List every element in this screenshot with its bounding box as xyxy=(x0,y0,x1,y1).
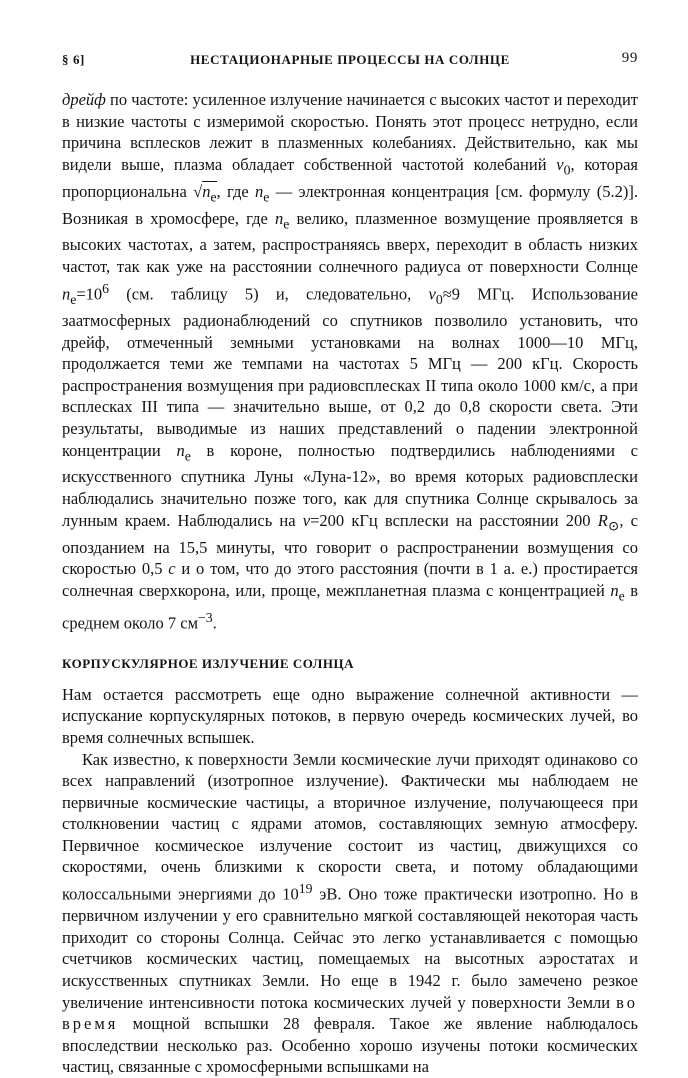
paragraph-cosmic-rays: Как известно, к поверхности Земли космические лучи приходят одинаково со всех направлений (изотропное излучение). Фактически мы наблюдаем не первичные космические частицы, а вторичное излучение, получающееся при столкновении частиц с ядрами атомов, составляющих земную атмосферу. Первичное космическое излучение состоит из частиц, движущихся со скоростями, очень близкими к скорости света, и потому обладающими колоссальными энергиями до $10^{19}$ эВ. Оно тоже практически изотропно. Но в первичном излучении у его сравнительно мягкой составляющей некоторая часть приходит со стороны Солнца. Сейчас это легко устанавливается с помощью счетчиков космических частиц, помещаемых на высотных аэростатах и искусственных спутниках Земли. Но еще в 1942 г. было замечено резкое увеличение интенсивности потока космических лучей у поверхности Земли во время мощной вспышки 28 февраля. Такое же явление наблюдалось впоследствии несколько раз. Особенно хорошо изучены потоки космических частиц, связанные с хромосферными вспышками на xyxy=(62,749,638,1077)
paragraph-corpuscular-intro: Нам остается рассмотреть еще одно выражение солнечной активности — испускание корпускулярных потоков, в первую очередь космических лучей, во время солнечных вспышек. xyxy=(62,684,638,747)
page-number: 99 xyxy=(621,50,638,66)
body-text xyxy=(62,89,638,1078)
sqrt-sign: √ xyxy=(193,181,203,201)
section-heading: КОРПУСКУЛЯРНОЕ ИЗЛУЧЕНИЕ СОЛНЦА xyxy=(62,655,354,671)
spaced-emphasis: во время xyxy=(62,992,638,1034)
running-header xyxy=(62,50,638,72)
section-marker: § 6] xyxy=(62,52,85,67)
running-title: НЕСТАЦИОНАРНЫЕ ПРОЦЕССЫ НА СОЛНЦЕ xyxy=(190,52,510,67)
paragraph-drift: дрейф по частоте: усиленное излучение начинается с высоких частот и переходит в низкие частоты с измеримой скоростью. Понять этот процесс нетрудно, если причина всплесков лежит в плазменных колебаниях. Действительно, как мы видели выше, плазма обладает собственной частотой колебаний $\nu_0$, которая пропорциональна $√n_e$, где $n_e$ — электронная концентрация [см. формулу (5.2)]. Возникая в хромосфере, где $n_e$ велико, плазменное возмущение проявляется в высоких частотах, а затем, распространяясь вверх, переходит в область низких частот, так как уже на расстоянии солнечного радиуса от поверхности Солнце $n_e=10^6$ (см. таблицу 5) и, следовательно, $\nu_0\approx 9$ МГц. Использование заатмосферных радионаблюдений со спутников позволило установить, что дрейф, отмеченный земными установками на волнах 1000—10 МГц, продолжается теми же темпами на частотах 5 МГц — 200 кГц. Скорость распространения возмущения при радиовсплесках II типа около 1000 км/с, а при всплесках III типа — значительно выше, от 0,2 до 0,8 скорости света. Эти результаты, выводимые из наших представлений о падении электронной концентрации $n_e$ в короне, полностью подтвердились наблюдениями с искусственного спутника Луны «Луна-12», во время которых радиовсплески наблюдались значительно позже того, как для спутника Солнце скрывалось за лунным краем. Наблюдались на ν=200 кГц всплески на расстоянии 200 $R_⊙$, с опозданием на 15,5 минуты, что говорит о распространении возмущения со скоростью 0,5 c и о том, что до этого расстояния (почти в 1 а. е.) простирается солнечная сверхкорона, или, проще, межпланетная плазма с концентрацией $n_e$ в среднем около 7 $см^{-3}$. xyxy=(62,90,639,633)
